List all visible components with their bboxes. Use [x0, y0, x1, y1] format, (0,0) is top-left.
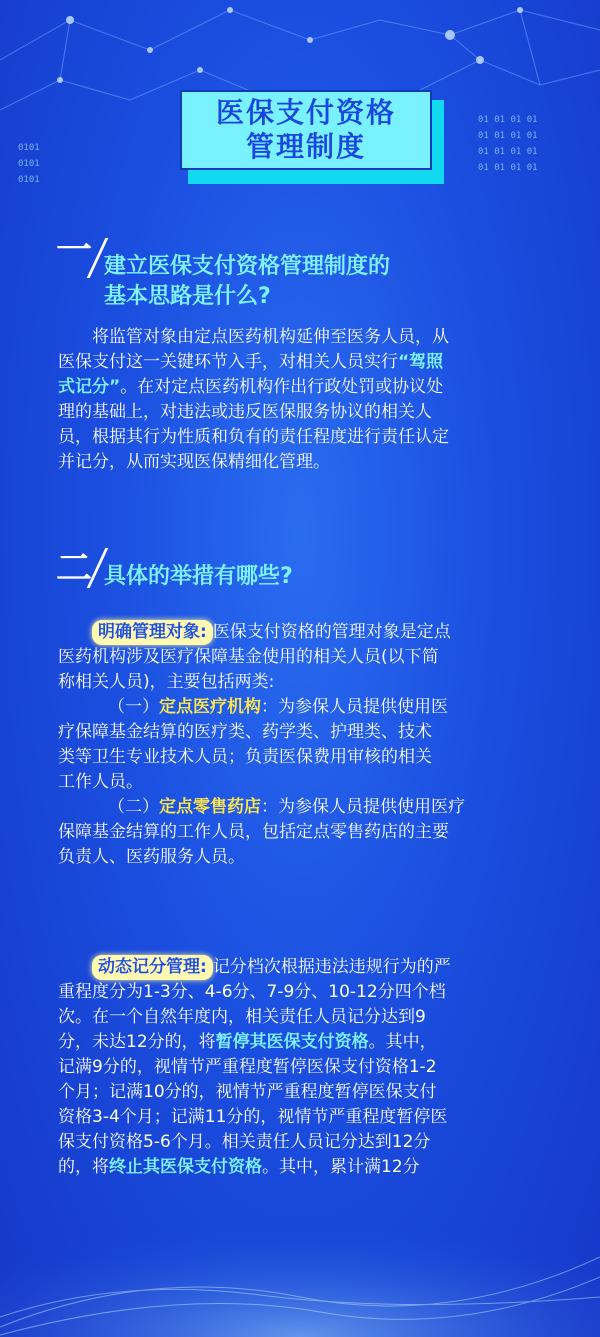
highlight-text: 终止其医保支付资格 — [109, 1157, 262, 1177]
tag-management-target: 明确管理对象: — [92, 620, 213, 645]
para-line — [58, 375, 582, 400]
binary-decoration-left — [18, 140, 40, 188]
text: 次。在一个自然年度内，相关责任人员记分达到9 — [58, 1007, 426, 1027]
text: 称相关人员)，主要包括两类: — [58, 672, 275, 692]
para-line — [58, 720, 582, 745]
section2-title: 具体的举措有哪些? — [104, 564, 293, 589]
text: 工作人员。 — [58, 772, 143, 792]
text: 理的基础上，对违法或违反医保服务协议的相关人 — [58, 402, 432, 422]
bits-line: 01 01 01 01 — [478, 163, 538, 173]
text: ：为参保人员提供使用医 — [261, 697, 448, 717]
para-line — [58, 1130, 582, 1155]
section1-paragraph — [58, 325, 582, 475]
bits-line: 01 01 01 01 — [478, 147, 538, 157]
title-banner — [180, 90, 444, 180]
para-line — [58, 450, 582, 475]
text: 医保支付资格的管理对象是定点 — [212, 622, 451, 642]
text: 个月；记满10分的，视情节严重程度暂停医保支付 — [58, 1082, 437, 1102]
para-line — [58, 1080, 582, 1105]
text: （二） — [108, 797, 159, 817]
text: 分，未达12分的，将 — [58, 1032, 216, 1052]
para-line — [58, 620, 582, 645]
highlight-text: “驾照 — [398, 352, 444, 372]
bits-line: 0101 — [18, 175, 40, 185]
text: （一） — [108, 697, 159, 717]
para-line — [58, 1055, 582, 1080]
bottom-wave-decoration — [0, 1177, 600, 1337]
highlight-text: 暂停其医保支付资格 — [215, 1032, 369, 1052]
para-line — [58, 745, 582, 770]
highlight-text: 定点医疗机构 — [159, 697, 261, 717]
para-line — [58, 325, 582, 350]
text: 类等卫生专业技术人员；负责医保费用审核的相关 — [58, 747, 432, 767]
text: 记满9分的，视情节严重程度暂停医保支付资格1-2 — [58, 1057, 437, 1077]
para-line — [58, 1030, 582, 1055]
para-line — [58, 820, 582, 845]
para-line — [58, 980, 582, 1005]
para-line — [58, 795, 582, 820]
section2-number: 二 — [56, 548, 93, 589]
bits-line: 01 01 01 01 — [478, 115, 538, 125]
highlight-text: 式记分” — [58, 377, 121, 397]
bits-line: 0101 — [18, 143, 40, 153]
text: 并记分，从而实现医保精细化管理。 — [58, 452, 330, 472]
bits-line: 0101 — [18, 159, 40, 169]
section1-title — [104, 252, 390, 312]
text: 重程度分为1-3分、4-6分、7-9分、10-12分四个档 — [58, 982, 446, 1002]
binary-decoration-right — [478, 112, 538, 176]
text: 员，根据其行为性质和负有的责任程度进行责任认定 — [58, 427, 449, 447]
text: 保障基金结算的工作人员，包括定点零售药店的主要 — [58, 822, 449, 842]
text: 资格3-4个月；记满11分的，视情节严重程度暂停医 — [58, 1107, 448, 1127]
text: 保支付资格5-6个月。相关责任人员记分达到12分 — [58, 1132, 431, 1152]
text: 的，将 — [58, 1157, 109, 1177]
para-line — [58, 670, 582, 695]
section1-number: 一 — [56, 230, 93, 271]
para-line — [58, 1105, 582, 1130]
para-line — [58, 770, 582, 795]
para-line — [58, 645, 582, 670]
section1-title-line1: 建立医保支付资格管理制度的 — [104, 254, 391, 279]
text: 医保支付这一关键环节入手，对相关人员实行 — [58, 352, 398, 372]
title-line-2: 管理制度 — [245, 130, 366, 163]
para-line — [58, 350, 582, 375]
para-line — [58, 1005, 582, 1030]
para-line — [58, 425, 582, 450]
bits-line: 01 01 01 01 — [478, 131, 538, 141]
para-line — [58, 695, 582, 720]
section2-item1 — [58, 620, 582, 870]
tag-dynamic-scoring: 动态记分管理: — [92, 955, 213, 980]
text: 。其中， — [368, 1032, 437, 1052]
text: ：为参保人员提供使用医疗 — [261, 797, 465, 817]
title-box — [180, 90, 432, 170]
text: 记分档次根据违法违规行为的严 — [212, 957, 451, 977]
title-line-1: 医保支付资格 — [215, 96, 396, 129]
text: 负责人、医药服务人员。 — [58, 847, 245, 867]
text: 医药机构涉及医疗保障基金使用的相关人员(以下简 — [58, 647, 439, 667]
para-line — [58, 400, 582, 425]
text: 。在对定点医药机构作出行政处罚或协议处 — [120, 377, 444, 397]
text: 。其中，累计满12分 — [262, 1157, 420, 1177]
text: 将监管对象由定点医药机构延伸至医务人员，从 — [92, 327, 449, 347]
para-line — [58, 845, 582, 870]
para-line — [58, 955, 582, 980]
section1-title-line2: 基本思路是什么? — [104, 284, 271, 309]
text: 疗保障基金结算的医疗类、药学类、护理类、技术 — [58, 722, 432, 742]
highlight-text: 定点零售药店 — [159, 797, 261, 817]
section2-item2 — [58, 955, 582, 1180]
